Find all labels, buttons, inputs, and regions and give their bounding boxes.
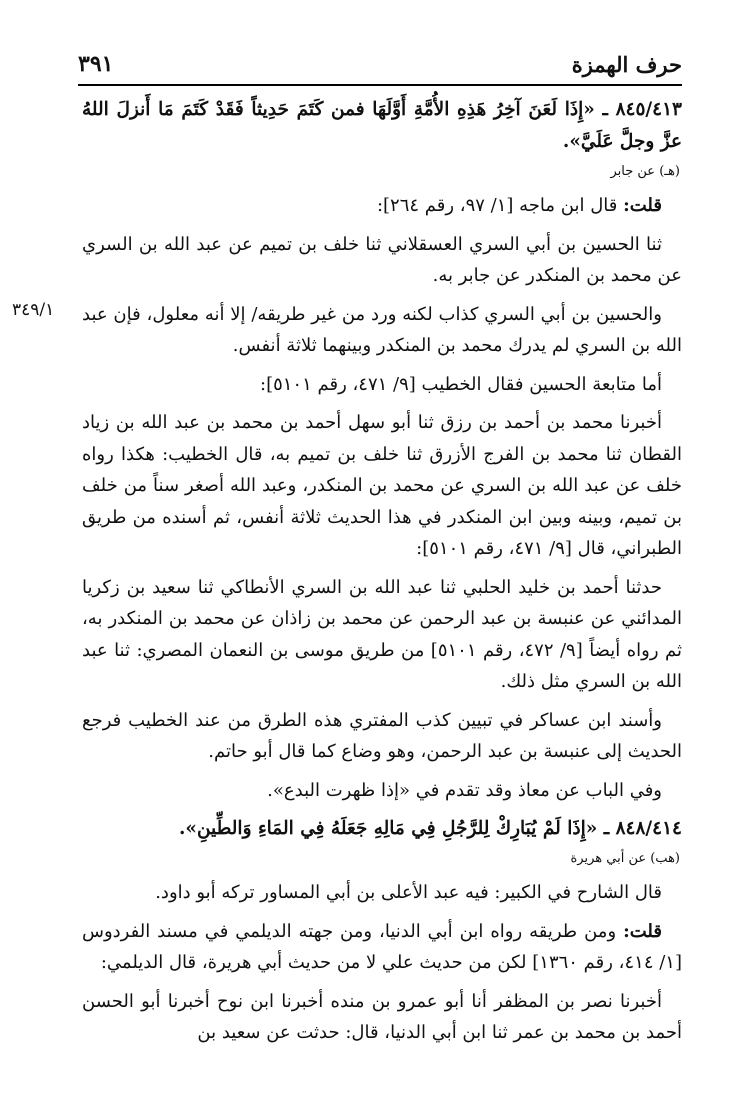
paragraph-sharih: قال الشارح في الكبير: فيه عبد الأعلى بن أبي المساور تركه أبو داود. xyxy=(155,882,662,903)
page-body xyxy=(82,94,682,1056)
hadith-845-source: (هـ) عن جابر xyxy=(610,164,680,179)
chapter-title: حرف الهمزة xyxy=(571,51,682,77)
page-header xyxy=(78,48,682,80)
paragraph-isnad-3: حدثنا أحمد بن خليد الحلبي ثنا عبد الله بن السري الأنطاكي ثنا سعيد بن زكريا المدائني عن عنبسة بن عبد الرحمن عن محمد بن زاذان عن محمد بن المنكدر به، ثم رواه أيضاً [٩/ ٤٧٢، رقم ٥١٠١] من طريق موسى بن النعمان المصري: ثنا عبد الله بن السري مثل ذلك. xyxy=(82,576,683,692)
paragraph-khatib: أما متابعة الحسين فقال الخطيب [٩/ ٤٧١، رقم ٥١٠١]: xyxy=(260,373,662,395)
paragraph-bab: وفي الباب عن معاذ وقد تقدم في «إذا ظهرت البدع». xyxy=(267,779,662,801)
qult-text: ومن طريقه رواه ابن أبي الدنيا، ومن جهته الديلمي في مسند الفردوس [١/ ٤١٤، رقم ١٣٦٠] لكن من حديث علي لا من حديث أبي هريرة، قال الديلمي: xyxy=(82,920,682,973)
paragraph-ibn-asakir: وأسند ابن عساكر في تبيين كذب المفتري هذه الطرق من عند الخطيب فرجع الحديث إلى عنبسة بن عبد الرحمن، وهو وضاع كما قال أبو حاتم. xyxy=(82,709,682,762)
paragraph-qult-2 xyxy=(82,916,682,979)
hadith-848-source: (هب) عن أبي هريرة xyxy=(570,851,680,866)
header-rule xyxy=(78,84,682,86)
hadith-848: ٨٤٨/٤١٤ ـ «إِذَا لَمْ يُبَارِكْ لِلرَّجُلِ فِي مَالِهِ جَعَلَهُ فِي المَاءِ وَالطِّينِ». xyxy=(178,818,682,839)
page-number: ٣٩١ xyxy=(78,51,114,77)
paragraph-comment-1: والحسين بن أبي السري كذاب لكنه ورد من غير طريقه/ إلا أنه معلول، فإن عبد الله بن السري لم يدرك محمد بن المنكدر وبينهما ثلاثة أنفس. xyxy=(82,303,682,356)
paragraph-isnad-4: أخبرنا نصر بن المظفر أنا أبو عمرو بن منده أخبرنا ابن نوح أخبرنا أبو الحسن أحمد بن محمد بن عمر ثنا ابن أبي الدنيا، قال: حدثت عن سعيد بن xyxy=(82,990,682,1043)
qult-label: قلت: xyxy=(623,920,662,942)
paragraph-qult-1 xyxy=(82,190,682,222)
paragraph-isnad-1: ثنا الحسين بن أبي السري العسقلاني ثنا خلف بن تميم عن عبد الله بن السري عن محمد بن المنكدر عن جابر به. xyxy=(82,233,682,286)
paragraph-isnad-2: أخبرنا محمد بن أحمد بن رزق ثنا أبو سهل أحمد بن محمد بن عبد الله بن زياد القطان ثنا محمد بن الفرج الأزرق ثنا خلف بن تميم به، قال الخطيب: هكذا رواه خلف عن عبد الله بن السري عن محمد بن المنكدر، وعبد الله أصغر سناً من خلف بن تميم، وبينه وبين ابن المنكدر في هذا الحديث ثلاثة أنفس، ثم أسنده من طريق الطبراني، قال [٩/ ٤٧١، رقم ٥١٠١]: xyxy=(82,412,683,559)
hadith-845: ٨٤٥/٤١٣ ـ «إِذَا لَعَنَ آخِرُ هَذِهِ الأُمَّةِ أَوَّلَهَا فمن كَتَمَ حَدِيثاً فَقَدْ كَتَمَ مَا أَنزلَ اللهُ عزَّ وجلَّ عَلَيَّ». xyxy=(82,99,682,152)
qult-label: قلت: xyxy=(623,195,662,216)
margin-reference: ٣٤٩/١ xyxy=(12,300,55,320)
qult-text: قال ابن ماجه [١/ ٩٧، رقم ٢٦٤]: xyxy=(376,195,624,216)
